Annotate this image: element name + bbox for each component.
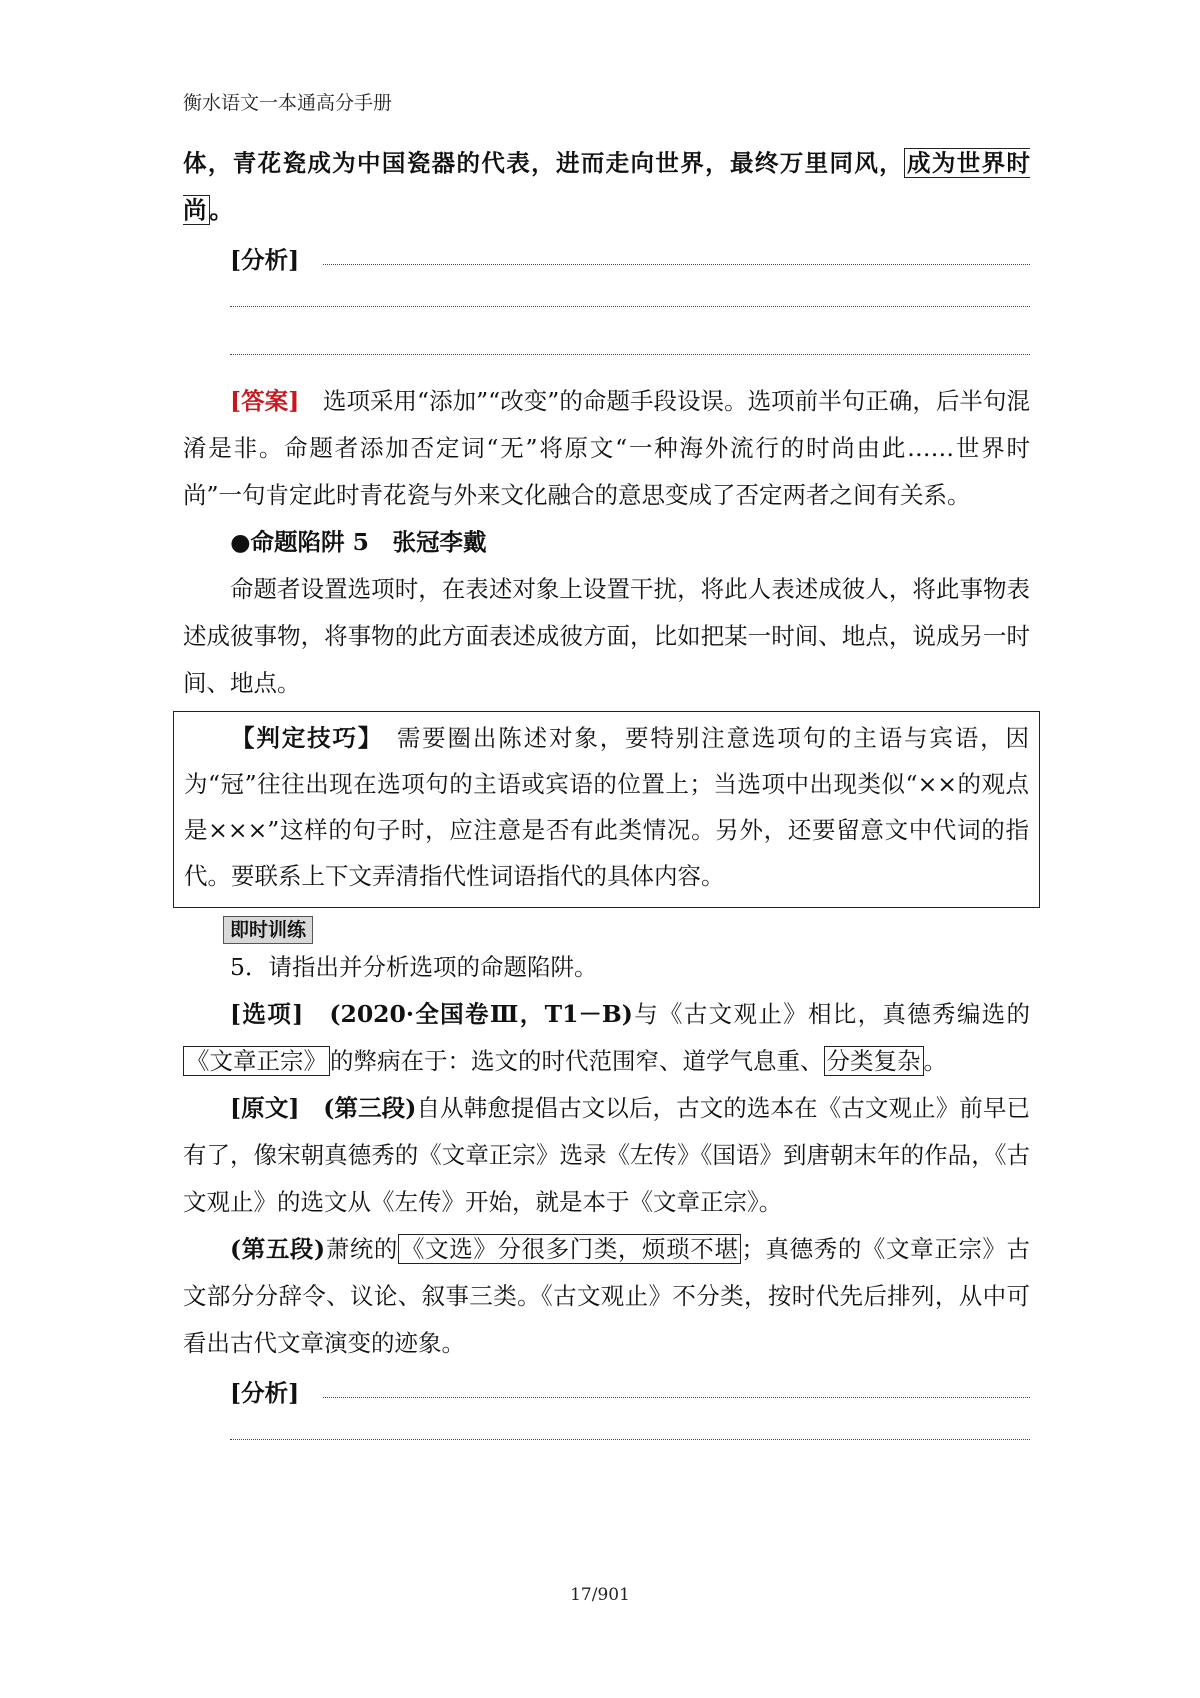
trap-title: ●命题陷阱 5 张冠李戴 [230,528,487,556]
analysis-label: [分析] [230,246,300,274]
analysis-line [183,1367,1030,1415]
answer-blank-line[interactable] [183,1415,1030,1463]
judging-tip-box [173,711,1040,908]
answer-label: [答案] [230,387,300,415]
original-paragraph: [原文] (第三段)自从韩愈提倡古文以后，古文的选本在《古文观止》前早已有了，像宋朝真德秀的《文章正宗》选录《左传》《国语》到唐朝末年的作品，《古文观止》的选文从《左传》开始，就是本于《文章正宗》。 [183,1094,1030,1216]
answer-blank-line[interactable] [183,282,1030,330]
boxed-phrase: 《文章正宗》 [183,1046,330,1076]
tip-label: 【判定技巧】 [231,724,372,752]
tip-text: 【判定技巧】 需要圈出陈述对象，要特别注意选项句的主语与宾语，因为“冠”往往出现在选项句的主语或宾语的位置上；当选项中出现类似“××的观点是×××”这样的句子时，应注意是否有此类情况。另外，还要留意文中代词的指代。要联系上下文弄清指代性词语指代的具体内容。 [184,724,1030,890]
page-number: 17/901 [570,1585,630,1605]
page-content [183,140,1030,1463]
boxed-phrase: 分类复杂 [824,1046,924,1076]
boxed-phrase: 《文选》分很多门类，烦琐不堪 [398,1234,741,1264]
answer-blank[interactable] [323,264,1030,265]
option-label: [选项] [230,1000,304,1028]
answer-blank[interactable] [323,1397,1030,1398]
answer-paragraph: [答案] 选项采用“添加”“改变”的命题手段设误。选项前半句正确，后半句混淆是非。命题者添加否定词“无”将原文“一种海外流行的时尚由此……世界时尚”一句肯定此时青花瓷与外来文化融合的意思变成了否定两者之间有关系。 [183,387,1030,509]
option-paragraph: [选项] (2020·全国卷Ⅲ，T1－B)与《古文观止》相比，真德秀编选的《文章正宗》 的弊病在于：选文的时代范围窄、道学气息重、 分类复杂 。 [183,991,1030,1085]
training-tag: 即时训练 [223,916,313,944]
trap-description: 命题者设置选项时，在表述对象上设置干扰，将此人表述成彼人，将此事物表述成彼事物，将事物的此方面表述成彼方面，比如把某一时间、地点，说成另一时间、地点。 [183,575,1030,697]
question-prompt: 5．请指出并分析选项的命题陷阱。 [230,953,598,981]
analysis-line [183,234,1030,282]
option-source: (2020·全国卷Ⅲ，T1－B) [329,1000,633,1028]
answer-blank-line[interactable] [183,330,1030,378]
boxed-phrase: 成为世界时尚 [183,149,1031,224]
original-source: (第三段) [323,1094,417,1122]
original-label: [原文] [230,1094,300,1122]
paragraph-continuation: 体，青花瓷成为中国瓷器的代表，进而走向世界，最终万里同风， 成为世界时尚 。 [183,149,1031,224]
running-header: 衡水语文一本通高分手册 [183,92,393,114]
para5-source: (第五段) [230,1235,326,1263]
analysis-label: [分析] [230,1379,300,1407]
original-paragraph-5: (第五段)萧统的 《文选》分很多门类，烦琐不堪 ；真德秀的《文章正宗》古文部分分辞令、议论、叙事三类。《古文观止》不分类，按时代先后排列，从中可看出古代文章演变的迹象。 [183,1235,1031,1357]
